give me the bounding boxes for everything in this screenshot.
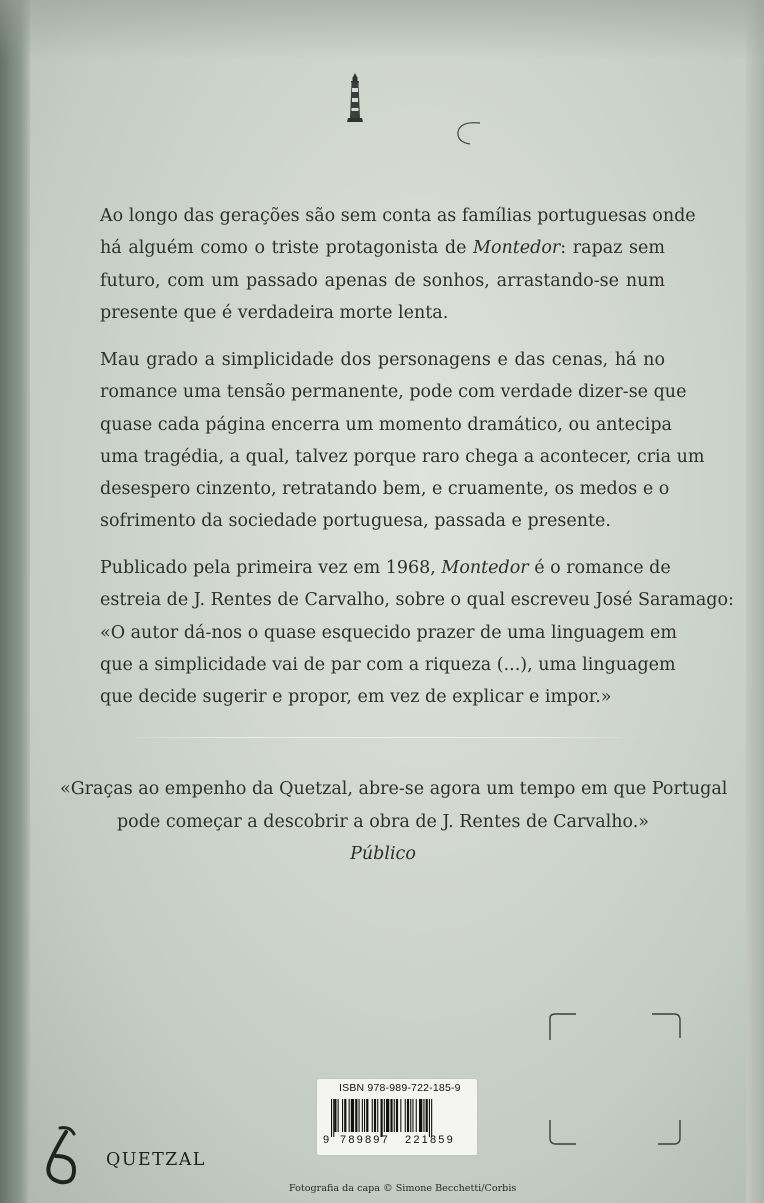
barcode-bar [362,1099,363,1132]
barcode-bar [412,1099,413,1132]
barcode-bar [405,1099,406,1132]
book-title-italic: Montedor [441,558,529,578]
barcode-bar [372,1099,373,1132]
quote-source: Público [350,844,416,864]
paragraph-line: Mau grado a simplicidade dos personagens e das cenas, há no [100,350,665,370]
barcode-bar [364,1099,365,1132]
barcode-bar [416,1099,417,1132]
lighthouse-icon [346,72,364,124]
barcode-icon [329,1099,469,1137]
barcode-digits-right: 221859 [405,1134,455,1146]
paragraph-line: que decide sugerir e propor, em vez de explicar e impor.» [100,687,612,708]
review-quote [60,773,728,871]
paragraph-line: que a simplicidade vai de par com a riqueza (...), uma linguagem [100,654,676,675]
cover-top-shadow [0,0,764,60]
cover-edge-right [746,0,764,1203]
paragraph-line: romance uma tensão permanente, pode com verdade dizer-se que [100,382,687,403]
description-paragraph-2 [100,344,705,538]
paragraph-line: sofrimento da sociedade portuguesa, passada e presente. [100,511,611,532]
line-segment: : rapaz sem [560,238,665,259]
barcode-digits-left: 789897 [340,1134,390,1146]
line-segment: há alguém como o triste protagonista de [100,238,474,259]
paragraph-line [100,552,671,584]
barcode-bar [423,1099,424,1132]
barcode-bar [342,1099,343,1132]
description-paragraph-1 [100,200,696,329]
barcode-bar [381,1099,383,1137]
barcode-bar [386,1099,389,1132]
isbn-text: ISBN 978-989-722-185-9 [339,1082,461,1094]
paragraph-line: presente que é verdadeira morte lenta. [100,302,449,323]
barcode-bar [396,1099,398,1132]
barcode-label [317,1079,477,1155]
crop-corners-icon [546,1010,686,1150]
quote-line-2: pode começar a descobrir a obra de J. Rentes de Carvalho.» [116,811,649,832]
barcode-bar [338,1099,339,1132]
paragraph-line: Ao longo das gerações são sem conta as famílias portuguesas onde [100,206,696,226]
paragraph-line [100,232,665,264]
cover-edge-left [0,0,30,1203]
barcode-bar [331,1099,332,1137]
barcode-bar [374,1099,376,1132]
barcode-bar [384,1099,385,1132]
crop-mark-icon [452,118,482,148]
line-segment: Publicado pela primeira vez em 1968, [100,558,442,578]
barcode-bar [394,1099,395,1132]
paragraph-line: desespero cinzento, retratando bem, e cruamente, os medos e o [100,479,670,500]
barcode-bar [390,1099,392,1132]
section-divider [122,737,642,738]
barcode-bar [333,1099,334,1137]
barcode-bar [359,1099,360,1132]
barcode-bar [351,1099,354,1132]
barcode-bar [429,1099,430,1137]
barcode-digit-first: 9 [323,1134,332,1146]
quote-line-1: «Graças ao empenho da Quetzal, abre-se agora um tempo em que Portugal [60,779,728,799]
paragraph-line: quase cada página encerra um momento dramático, ou antecipa [100,414,672,435]
barcode-bar [344,1099,346,1132]
photo-credit: Fotografia da capa © Simone Becchetti/Corbis [289,1183,517,1194]
paragraph-line: uma tragédia, a qual, talvez porque raro chega a acontecer, cria um [100,446,705,467]
quetzal-logo-icon [40,1122,80,1188]
publisher-name: QUETZAL [106,1150,206,1170]
barcode-bar [407,1099,409,1132]
paragraph-line: futuro, com um passado apenas de sonhos, arrastando-se num [100,270,665,291]
paragraph-line: estreia de J. Rentes de Carvalho, sobre o qual escreveu José Saramago: [100,590,734,611]
barcode-bar [400,1099,401,1132]
barcode-bar [431,1099,432,1137]
book-title-italic: Montedor [473,238,561,259]
barcode-bar [334,1099,336,1132]
line-segment: é o romance de [528,558,671,578]
barcode-bar [426,1099,428,1132]
barcode-bar [349,1099,350,1132]
barcode-bar [377,1099,378,1132]
barcode-bar [410,1099,411,1132]
paragraph-line: «O autor dá-nos o quase esquecido prazer de uma linguagem em [100,622,678,643]
description-paragraph-3 [100,552,734,713]
barcode-bar [366,1099,368,1132]
barcode-bar [355,1099,357,1132]
barcode-bar [419,1099,422,1132]
